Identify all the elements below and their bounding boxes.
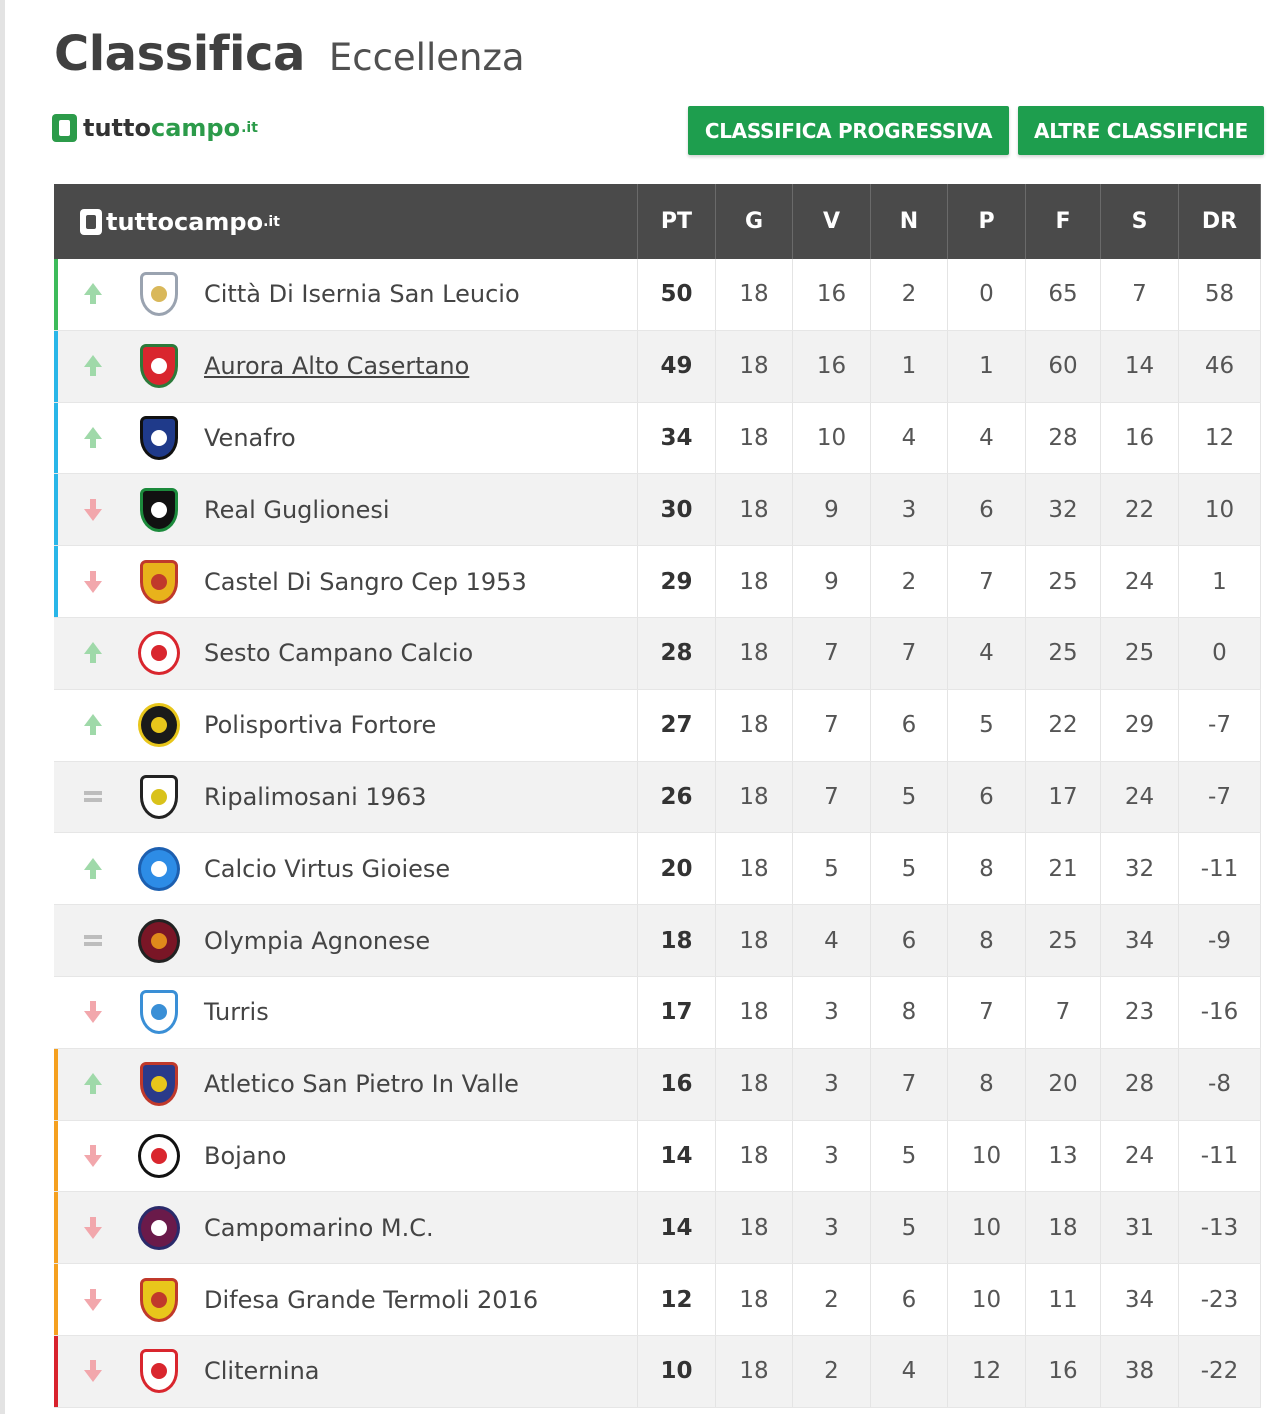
cell-s: 34 [1101, 1264, 1179, 1335]
trend-cell [54, 762, 128, 833]
cell-dr: -7 [1179, 690, 1261, 761]
crest-campomarino-icon [138, 1205, 180, 1251]
cell-pt: 34 [638, 403, 716, 474]
crest-castel-icon [138, 559, 180, 605]
cell-pt: 27 [638, 690, 716, 761]
zone-indicator [54, 546, 58, 617]
trend-cell [54, 690, 128, 761]
cell-p: 0 [948, 259, 1026, 330]
crest-cell [128, 1336, 190, 1407]
cell-n: 2 [871, 546, 948, 617]
cell-g: 18 [716, 762, 793, 833]
table-row [54, 1121, 1261, 1193]
cell-p: 10 [948, 1121, 1026, 1192]
cell-s: 16 [1101, 403, 1179, 474]
crest-cell [128, 546, 190, 617]
arrow-up-icon [84, 427, 102, 439]
crest-cell [128, 690, 190, 761]
crest-gioiese-icon [138, 846, 180, 892]
header-logo-text-tutto: tutto [106, 207, 174, 236]
cell-p: 7 [948, 546, 1026, 617]
crest-cell [128, 1049, 190, 1120]
crest-sesto-icon [138, 630, 180, 676]
crest-termoli-icon [138, 1277, 180, 1323]
cell-p: 12 [948, 1336, 1026, 1407]
column-header-s: S [1101, 184, 1179, 259]
cell-f: 32 [1026, 474, 1101, 545]
cell-g: 18 [716, 1049, 793, 1120]
cell-g: 18 [716, 1192, 793, 1263]
table-row [54, 690, 1261, 762]
arrow-down-icon [84, 1011, 102, 1023]
cell-n: 6 [871, 905, 948, 976]
team-name: Città Di Isernia San Leucio [190, 259, 638, 330]
arrow-up-icon [84, 714, 102, 726]
cell-n: 5 [871, 1192, 948, 1263]
cell-n: 8 [871, 977, 948, 1048]
trend-cell [54, 905, 128, 976]
crest-venafro-icon [138, 415, 180, 461]
cell-g: 18 [716, 546, 793, 617]
arrow-up-icon [84, 355, 102, 367]
cell-pt: 14 [638, 1192, 716, 1263]
team-name: Sesto Campano Calcio [190, 618, 638, 689]
team-name: Calcio Virtus Gioiese [190, 833, 638, 904]
column-header-f: F [1026, 184, 1101, 259]
cell-dr: -11 [1179, 833, 1261, 904]
cell-f: 25 [1026, 546, 1101, 617]
cell-v: 5 [793, 833, 871, 904]
table-row [54, 833, 1261, 905]
crest-fortore-icon [138, 702, 180, 748]
cell-n: 5 [871, 833, 948, 904]
column-header-g: G [716, 184, 793, 259]
zone-indicator [54, 331, 58, 402]
cell-dr: -23 [1179, 1264, 1261, 1335]
crest-guglionesi-icon [138, 487, 180, 533]
cell-s: 22 [1101, 474, 1179, 545]
cell-p: 4 [948, 403, 1026, 474]
cell-p: 8 [948, 1049, 1026, 1120]
cell-v: 16 [793, 331, 871, 402]
cell-f: 16 [1026, 1336, 1101, 1407]
crest-isernia-icon [138, 271, 180, 317]
cell-v: 9 [793, 546, 871, 617]
page-left-border [0, 0, 5, 1414]
cell-pt: 26 [638, 762, 716, 833]
logo-text-campo: campo [151, 114, 241, 142]
cell-p: 6 [948, 762, 1026, 833]
cell-g: 18 [716, 833, 793, 904]
cell-s: 28 [1101, 1049, 1179, 1120]
cell-p: 8 [948, 833, 1026, 904]
cell-n: 5 [871, 762, 948, 833]
trend-cell [54, 1121, 128, 1192]
cell-v: 3 [793, 977, 871, 1048]
cell-s: 24 [1101, 762, 1179, 833]
cell-pt: 30 [638, 474, 716, 545]
team-name: Real Guglionesi [190, 474, 638, 545]
cell-n: 4 [871, 1336, 948, 1407]
table-body [54, 259, 1261, 1408]
crest-cell [128, 1264, 190, 1335]
crest-cell [128, 403, 190, 474]
trend-cell [54, 1264, 128, 1335]
cell-pt: 18 [638, 905, 716, 976]
cell-f: 17 [1026, 762, 1101, 833]
classifica-progressiva-button[interactable]: CLASSIFICA PROGRESSIVA [688, 106, 1009, 155]
trend-cell [54, 833, 128, 904]
cell-pt: 50 [638, 259, 716, 330]
cell-f: 20 [1026, 1049, 1101, 1120]
cell-dr: -16 [1179, 977, 1261, 1048]
cell-f: 25 [1026, 905, 1101, 976]
table-row [54, 474, 1261, 546]
standings-table [54, 184, 1261, 1408]
crest-cell [128, 618, 190, 689]
crest-cell [128, 762, 190, 833]
crest-cell [128, 833, 190, 904]
trend-cell [54, 977, 128, 1048]
cell-g: 18 [716, 905, 793, 976]
cell-s: 29 [1101, 690, 1179, 761]
team-name: Turris [190, 977, 638, 1048]
cell-dr: 10 [1179, 474, 1261, 545]
crest-ripalimosani-icon [138, 774, 180, 820]
cell-f: 13 [1026, 1121, 1101, 1192]
cell-n: 6 [871, 690, 948, 761]
crest-cliternina-icon [138, 1348, 180, 1394]
trend-cell [54, 259, 128, 330]
cell-f: 28 [1026, 403, 1101, 474]
cell-v: 2 [793, 1264, 871, 1335]
team-name: Bojano [190, 1121, 638, 1192]
cell-g: 18 [716, 690, 793, 761]
column-header-n: N [871, 184, 948, 259]
zone-indicator [54, 833, 58, 904]
cell-s: 23 [1101, 977, 1179, 1048]
table-row [54, 546, 1261, 618]
trend-cell [54, 546, 128, 617]
cell-pt: 17 [638, 977, 716, 1048]
equal-icon [84, 934, 102, 948]
cell-p: 10 [948, 1192, 1026, 1263]
cell-f: 21 [1026, 833, 1101, 904]
cell-pt: 12 [638, 1264, 716, 1335]
arrow-down-icon [84, 581, 102, 593]
crest-bojano-icon [138, 1133, 180, 1179]
crest-cell [128, 474, 190, 545]
cell-p: 10 [948, 1264, 1026, 1335]
table-row [54, 1336, 1261, 1408]
cell-g: 18 [716, 474, 793, 545]
table-row [54, 1264, 1261, 1336]
table-header-brand [54, 184, 638, 259]
cell-f: 25 [1026, 618, 1101, 689]
cell-f: 7 [1026, 977, 1101, 1048]
team-name: Olympia Agnonese [190, 905, 638, 976]
cell-f: 18 [1026, 1192, 1101, 1263]
cell-dr: 1 [1179, 546, 1261, 617]
team-name: Cliternina [190, 1336, 638, 1407]
header-logo-text-domain: .it [263, 213, 280, 230]
arrow-up-icon [84, 283, 102, 295]
cell-dr: -13 [1179, 1192, 1261, 1263]
cell-v: 7 [793, 690, 871, 761]
trend-cell [54, 1049, 128, 1120]
tuttocampo-logo[interactable] [52, 114, 258, 142]
cell-pt: 14 [638, 1121, 716, 1192]
column-header-dr: DR [1179, 184, 1261, 259]
crest-cell [128, 331, 190, 402]
trend-cell [54, 1336, 128, 1407]
logo-text-tutto: tutto [83, 114, 151, 142]
arrow-up-icon [84, 1073, 102, 1085]
arrow-down-icon [84, 1155, 102, 1167]
cell-dr: 46 [1179, 331, 1261, 402]
trend-cell [54, 403, 128, 474]
crest-cell [128, 259, 190, 330]
cell-f: 22 [1026, 690, 1101, 761]
arrow-down-icon [84, 1299, 102, 1311]
cell-pt: 29 [638, 546, 716, 617]
zone-indicator [54, 905, 58, 976]
cell-g: 18 [716, 331, 793, 402]
cell-pt: 16 [638, 1049, 716, 1120]
cell-s: 34 [1101, 905, 1179, 976]
tuttocampo-header-logo-icon [80, 209, 102, 235]
cell-f: 11 [1026, 1264, 1101, 1335]
cell-s: 24 [1101, 1121, 1179, 1192]
crest-aurora-icon [138, 343, 180, 389]
cell-pt: 28 [638, 618, 716, 689]
cell-g: 18 [716, 977, 793, 1048]
cell-g: 18 [716, 1336, 793, 1407]
team-name: Atletico San Pietro In Valle [190, 1049, 638, 1120]
table-row [54, 1049, 1261, 1121]
column-header-pt: PT [638, 184, 716, 259]
cell-v: 2 [793, 1336, 871, 1407]
cell-p: 5 [948, 690, 1026, 761]
crest-cell [128, 1192, 190, 1263]
cell-p: 7 [948, 977, 1026, 1048]
cell-n: 3 [871, 474, 948, 545]
zone-indicator [54, 1264, 58, 1335]
crest-cell [128, 905, 190, 976]
cell-g: 18 [716, 403, 793, 474]
team-name: Ripalimosani 1963 [190, 762, 638, 833]
cell-g: 18 [716, 618, 793, 689]
altre-classifiche-button[interactable]: ALTRE CLASSIFICHE [1018, 106, 1264, 155]
page-title [54, 26, 525, 82]
cell-pt: 20 [638, 833, 716, 904]
arrow-down-icon [84, 509, 102, 521]
arrow-up-icon [84, 642, 102, 654]
zone-indicator [54, 259, 58, 330]
column-header-v: V [793, 184, 871, 259]
equal-icon [84, 790, 102, 804]
cell-pt: 49 [638, 331, 716, 402]
cell-v: 3 [793, 1192, 871, 1263]
cell-dr: -11 [1179, 1121, 1261, 1192]
cell-n: 1 [871, 331, 948, 402]
zone-indicator [54, 762, 58, 833]
trend-cell [54, 1192, 128, 1263]
zone-indicator [54, 1192, 58, 1263]
cell-v: 10 [793, 403, 871, 474]
trend-cell [54, 474, 128, 545]
page-title-category: Eccellenza [328, 36, 525, 79]
cell-n: 7 [871, 1049, 948, 1120]
cell-n: 5 [871, 1121, 948, 1192]
team-name: Campomarino M.C. [190, 1192, 638, 1263]
zone-indicator [54, 618, 58, 689]
zone-indicator [54, 1121, 58, 1192]
table-row [54, 331, 1261, 403]
cell-v: 7 [793, 618, 871, 689]
team-name: Castel Di Sangro Cep 1953 [190, 546, 638, 617]
page-title-main: Classifica [54, 26, 305, 82]
cell-n: 2 [871, 259, 948, 330]
table-row [54, 762, 1261, 834]
table-row [54, 403, 1261, 475]
cell-dr: 58 [1179, 259, 1261, 330]
trend-cell [54, 331, 128, 402]
logo-text-domain: .it [241, 120, 258, 136]
cell-s: 7 [1101, 259, 1179, 330]
cell-v: 7 [793, 762, 871, 833]
cell-s: 14 [1101, 331, 1179, 402]
cell-v: 4 [793, 905, 871, 976]
cell-g: 18 [716, 1264, 793, 1335]
crest-cell [128, 1121, 190, 1192]
cell-v: 3 [793, 1121, 871, 1192]
column-header-p: P [948, 184, 1026, 259]
cell-p: 6 [948, 474, 1026, 545]
table-row [54, 259, 1261, 331]
team-name[interactable]: Aurora Alto Casertano [190, 331, 638, 402]
zone-indicator [54, 690, 58, 761]
crest-turris-icon [138, 989, 180, 1035]
arrow-down-icon [84, 1227, 102, 1239]
arrow-up-icon [84, 858, 102, 870]
cell-v: 9 [793, 474, 871, 545]
cell-v: 3 [793, 1049, 871, 1120]
arrow-down-icon [84, 1370, 102, 1382]
cell-g: 18 [716, 259, 793, 330]
crest-sanpietro-icon [138, 1061, 180, 1107]
cell-dr: -22 [1179, 1336, 1261, 1407]
cell-n: 6 [871, 1264, 948, 1335]
cell-dr: -9 [1179, 905, 1261, 976]
table-row [54, 977, 1261, 1049]
cell-n: 7 [871, 618, 948, 689]
crest-agnonese-icon [138, 918, 180, 964]
team-name: Difesa Grande Termoli 2016 [190, 1264, 638, 1335]
cell-dr: 0 [1179, 618, 1261, 689]
cell-n: 4 [871, 403, 948, 474]
zone-indicator [54, 1049, 58, 1120]
cell-dr: -8 [1179, 1049, 1261, 1120]
team-name: Polisportiva Fortore [190, 690, 638, 761]
zone-indicator [54, 474, 58, 545]
team-name: Venafro [190, 403, 638, 474]
cell-f: 60 [1026, 331, 1101, 402]
table-row [54, 1192, 1261, 1264]
table-header [54, 184, 1261, 259]
cell-p: 1 [948, 331, 1026, 402]
zone-indicator [54, 1336, 58, 1407]
cell-g: 18 [716, 1121, 793, 1192]
zone-indicator [54, 403, 58, 474]
cell-v: 16 [793, 259, 871, 330]
zone-indicator [54, 977, 58, 1048]
header-logo-text-campo: campo [174, 207, 264, 236]
crest-cell [128, 977, 190, 1048]
trend-cell [54, 618, 128, 689]
cell-s: 32 [1101, 833, 1179, 904]
cell-dr: 12 [1179, 403, 1261, 474]
cell-s: 24 [1101, 546, 1179, 617]
table-row [54, 618, 1261, 690]
cell-p: 4 [948, 618, 1026, 689]
cell-dr: -7 [1179, 762, 1261, 833]
tuttocampo-logo-icon [52, 114, 77, 142]
cell-s: 31 [1101, 1192, 1179, 1263]
cell-s: 25 [1101, 618, 1179, 689]
table-row [54, 905, 1261, 977]
cell-p: 8 [948, 905, 1026, 976]
cell-s: 38 [1101, 1336, 1179, 1407]
cell-pt: 10 [638, 1336, 716, 1407]
cell-f: 65 [1026, 259, 1101, 330]
